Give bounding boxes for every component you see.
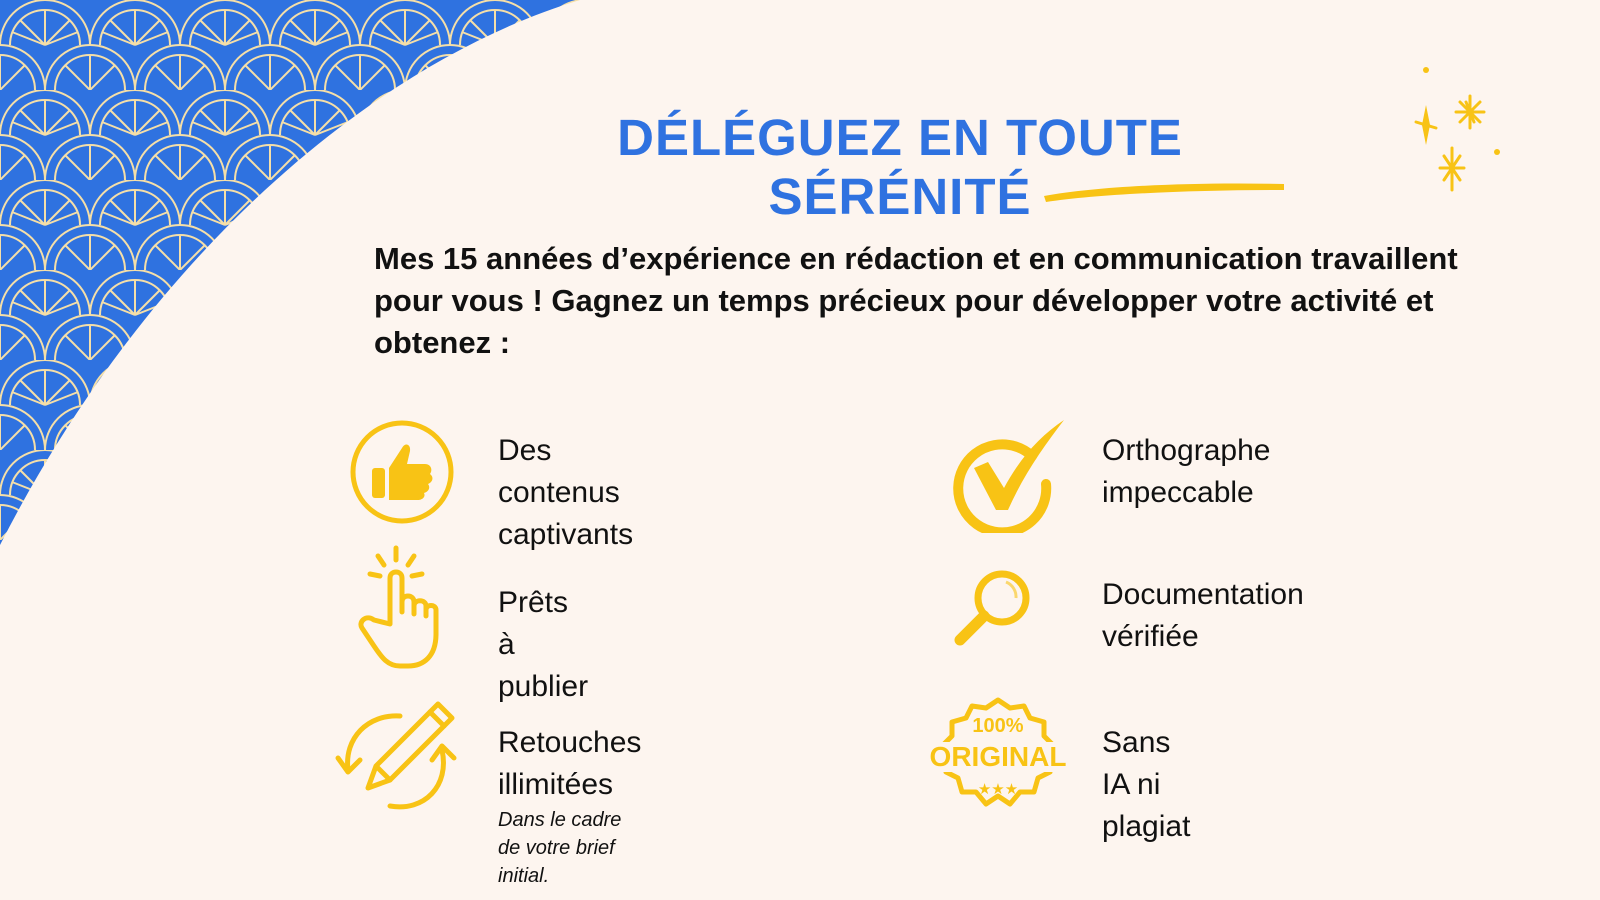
feature-label-line2: captivants xyxy=(498,518,634,551)
feature-label-line1: Prêts à publier xyxy=(498,586,589,703)
feature-label-line1: Documentation xyxy=(1102,578,1304,611)
badge-main-text: ORIGINAL xyxy=(929,741,1067,772)
badge-stars-text: ★★★ xyxy=(977,780,1019,798)
original-badge-icon xyxy=(926,690,1071,820)
feature-label-line2: vérifiée xyxy=(1102,620,1199,653)
sparkles-decoration xyxy=(1410,60,1530,200)
pencil-refresh-icon xyxy=(334,698,464,823)
intro-text: Mes 15 années d’expérience en rédaction et en communication travaillent pour vous ! Gagnez un temps précieux pour développer votre activité et obtenez : xyxy=(374,241,1458,360)
page-title: DÉLÉGUEZ EN TOUTE SÉRÉNITÉ xyxy=(617,109,1183,225)
thumbs-up-icon xyxy=(348,418,458,528)
feature-label-line2: impeccable xyxy=(1102,476,1254,509)
feature-label-line1: Orthographe xyxy=(1102,434,1271,467)
tap-hand-icon xyxy=(348,544,448,674)
title-underline xyxy=(1040,176,1290,206)
checkmark-icon xyxy=(950,418,1070,533)
feature-label-line1: Retouches illimitées xyxy=(498,726,642,801)
feature-label-line1: Des contenus xyxy=(498,434,620,509)
magnifier-icon xyxy=(950,568,1040,658)
feature-note: Dans le cadre de votre brief initial. xyxy=(498,809,622,887)
feature-label-line1: Sans IA ni plagiat xyxy=(1102,726,1191,843)
badge-top-text: 100% xyxy=(972,715,1024,737)
